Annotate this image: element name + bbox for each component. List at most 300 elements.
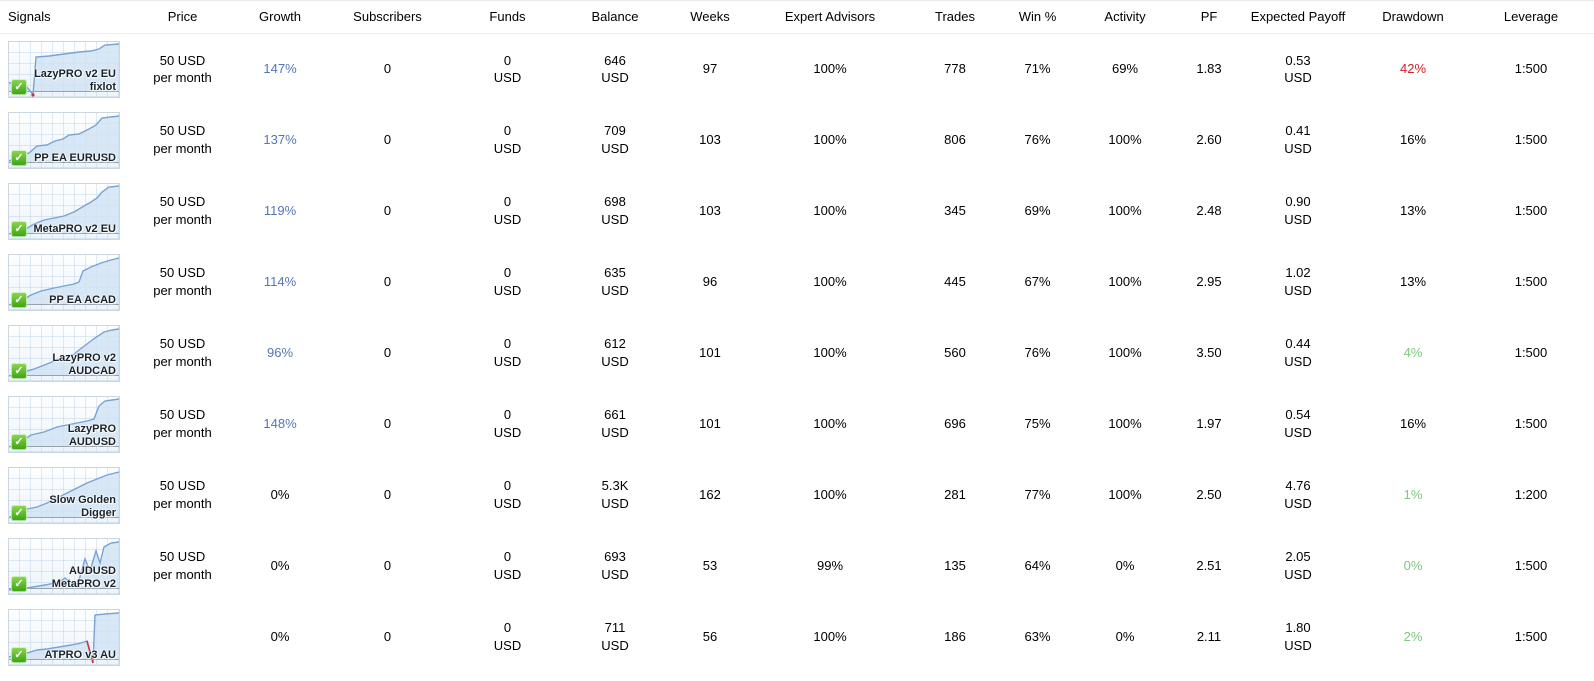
cell-price xyxy=(130,531,235,602)
expert-advisors-value: 100% xyxy=(813,61,847,77)
cell-leverage xyxy=(1468,176,1594,247)
pf-value: 1.83 xyxy=(1196,61,1222,77)
payoff-value: 0.90 xyxy=(1285,194,1311,210)
cell-pf xyxy=(1180,105,1238,176)
price-period: per month xyxy=(153,70,212,86)
pf-value: 2.60 xyxy=(1196,132,1222,148)
payoff-value: 0.54 xyxy=(1285,407,1311,423)
price-period: per month xyxy=(153,141,212,156)
header-price[interactable]: Price xyxy=(130,1,235,34)
cell-expert-advisors xyxy=(755,389,905,460)
drawdown-value: 1% xyxy=(1403,487,1423,503)
cell-leverage xyxy=(1468,247,1594,318)
price-amount: 50 USD xyxy=(159,336,206,352)
trades-value: 806 xyxy=(944,132,966,148)
cell-trades xyxy=(905,602,1005,673)
price-amount: 50 USD xyxy=(159,407,206,423)
leverage-value: 1:500 xyxy=(1514,132,1548,148)
cell-activity xyxy=(1070,105,1180,176)
signal-thumbnail[interactable] xyxy=(8,112,120,169)
funds-unit: USD xyxy=(493,425,522,440)
cell-signal[interactable] xyxy=(0,247,130,318)
expert-advisors-value: 100% xyxy=(813,203,847,219)
cell-drawdown xyxy=(1358,247,1468,318)
cell-trades xyxy=(905,176,1005,247)
table-row[interactable] xyxy=(0,247,1594,318)
win-percent-value: 76% xyxy=(1024,345,1051,361)
cell-activity xyxy=(1070,389,1180,460)
balance-unit: USD xyxy=(601,567,629,582)
balance-value: 693 xyxy=(604,549,626,565)
pf-value: 2.50 xyxy=(1196,487,1222,503)
cell-subscribers xyxy=(325,460,450,531)
payoff-unit: USD xyxy=(1284,283,1312,298)
table-row[interactable] xyxy=(0,531,1594,602)
verified-check-icon: ✓ xyxy=(11,434,27,450)
growth-value: 0% xyxy=(270,629,290,645)
header-balance[interactable]: Balance xyxy=(565,1,665,34)
signal-thumbnail[interactable] xyxy=(8,609,120,666)
signal-name: LazyPRO AUDUSD xyxy=(67,422,116,448)
signal-thumbnail[interactable] xyxy=(8,467,120,524)
table-row[interactable] xyxy=(0,34,1594,105)
pf-value: 2.95 xyxy=(1196,274,1222,290)
signal-name: AUDUSD MetaPRO v2 xyxy=(51,564,116,590)
cell-funds xyxy=(450,105,565,176)
funds-value: 0 xyxy=(503,620,512,636)
price-period: per month xyxy=(153,283,212,298)
header-signals[interactable]: Signals xyxy=(0,1,130,34)
cell-pf xyxy=(1180,531,1238,602)
cell-expected-payoff xyxy=(1238,247,1358,318)
cell-weeks xyxy=(665,176,755,247)
funds-value: 0 xyxy=(503,549,512,565)
cell-signal[interactable] xyxy=(0,105,130,176)
cell-drawdown xyxy=(1358,389,1468,460)
cell-signal[interactable] xyxy=(0,460,130,531)
cell-expected-payoff xyxy=(1238,602,1358,673)
cell-win xyxy=(1005,602,1070,673)
payoff-unit: USD xyxy=(1284,141,1312,156)
expert-advisors-value: 100% xyxy=(813,132,847,148)
cell-pf xyxy=(1180,318,1238,389)
cell-price xyxy=(130,176,235,247)
cell-balance xyxy=(565,105,665,176)
cell-weeks xyxy=(665,247,755,318)
table-row[interactable] xyxy=(0,602,1594,673)
cell-expected-payoff xyxy=(1238,389,1358,460)
cell-win xyxy=(1005,34,1070,105)
leverage-value: 1:500 xyxy=(1514,558,1548,574)
subscribers-value: 0 xyxy=(383,487,392,503)
cell-expected-payoff xyxy=(1238,531,1358,602)
cell-balance xyxy=(565,389,665,460)
expert-advisors-value: 100% xyxy=(813,629,847,645)
cell-funds xyxy=(450,389,565,460)
trades-value: 186 xyxy=(944,629,966,645)
cell-expert-advisors xyxy=(755,176,905,247)
balance-value: 661 xyxy=(604,407,626,423)
payoff-unit: USD xyxy=(1284,567,1312,582)
cell-balance xyxy=(565,318,665,389)
cell-pf xyxy=(1180,602,1238,673)
payoff-value: 1.80 xyxy=(1285,620,1311,636)
cell-subscribers xyxy=(325,105,450,176)
table-row[interactable] xyxy=(0,105,1594,176)
growth-value: 114% xyxy=(263,274,297,290)
cell-balance xyxy=(565,176,665,247)
activity-value: 100% xyxy=(1108,416,1142,432)
cell-win xyxy=(1005,247,1070,318)
funds-unit: USD xyxy=(493,567,522,582)
weeks-value: 103 xyxy=(699,132,721,148)
cell-funds xyxy=(450,247,565,318)
signal-thumbnail[interactable] xyxy=(8,183,120,240)
header-payoff[interactable]: Expected Payoff xyxy=(1238,1,1358,34)
subscribers-value: 0 xyxy=(383,61,392,77)
payoff-value: 0.41 xyxy=(1285,123,1311,139)
signal-name: ATPRO v3 AU xyxy=(44,648,116,661)
cell-activity xyxy=(1070,531,1180,602)
cell-trades xyxy=(905,460,1005,531)
weeks-value: 101 xyxy=(699,345,721,361)
cell-trades xyxy=(905,531,1005,602)
expert-advisors-value: 100% xyxy=(813,416,847,432)
funds-unit: USD xyxy=(493,638,522,653)
drawdown-value: 4% xyxy=(1403,345,1423,361)
price-amount: 50 USD xyxy=(159,52,206,68)
cell-leverage xyxy=(1468,531,1594,602)
payoff-unit: USD xyxy=(1284,496,1312,511)
header-growth[interactable]: Growth xyxy=(235,1,325,34)
cell-trades xyxy=(905,105,1005,176)
payoff-unit: USD xyxy=(1284,425,1312,440)
balance-unit: USD xyxy=(601,354,629,369)
table-row[interactable] xyxy=(0,389,1594,460)
funds-value: 0 xyxy=(503,123,512,139)
weeks-value: 103 xyxy=(699,203,721,219)
signal-thumbnail[interactable] xyxy=(8,396,120,453)
cell-drawdown xyxy=(1358,531,1468,602)
balance-unit: USD xyxy=(601,496,629,511)
payoff-unit: USD xyxy=(1284,212,1312,227)
cell-trades xyxy=(905,247,1005,318)
cell-funds xyxy=(450,460,565,531)
payoff-value: 4.76 xyxy=(1285,478,1311,494)
signal-thumbnail[interactable] xyxy=(8,254,120,311)
pf-value: 2.51 xyxy=(1196,558,1222,574)
cell-activity xyxy=(1070,602,1180,673)
cell-signal[interactable] xyxy=(0,602,130,673)
price-amount: 50 USD xyxy=(159,123,206,139)
leverage-value: 1:500 xyxy=(1514,629,1548,645)
verified-check-icon: ✓ xyxy=(11,363,27,379)
cell-pf xyxy=(1180,176,1238,247)
subscribers-value: 0 xyxy=(383,203,392,219)
cell-pf xyxy=(1180,389,1238,460)
cell-leverage xyxy=(1468,318,1594,389)
cell-balance xyxy=(565,247,665,318)
signal-name: LazyPRO v2 EU fixlot xyxy=(34,67,116,93)
cell-funds xyxy=(450,34,565,105)
cell-growth xyxy=(235,318,325,389)
signal-thumbnail[interactable] xyxy=(8,325,120,382)
weeks-value: 101 xyxy=(699,416,721,432)
drawdown-value: 16% xyxy=(1399,416,1427,432)
cell-growth xyxy=(235,34,325,105)
cell-subscribers xyxy=(325,34,450,105)
pf-value: 2.48 xyxy=(1196,203,1222,219)
price-amount: 50 USD xyxy=(159,194,206,210)
balance-unit: USD xyxy=(601,425,629,440)
funds-value: 0 xyxy=(503,194,512,210)
subscribers-value: 0 xyxy=(383,629,392,645)
cell-expert-advisors xyxy=(755,34,905,105)
activity-value: 100% xyxy=(1108,487,1142,503)
price-period: per month xyxy=(153,496,212,511)
win-percent-value: 63% xyxy=(1024,629,1051,645)
growth-value: 0% xyxy=(270,558,290,574)
cell-weeks xyxy=(665,318,755,389)
price-amount: 50 USD xyxy=(159,549,206,565)
cell-drawdown xyxy=(1358,602,1468,673)
win-percent-value: 76% xyxy=(1024,132,1051,148)
subscribers-value: 0 xyxy=(383,416,392,432)
win-percent-value: 71% xyxy=(1024,61,1051,77)
cell-signal[interactable] xyxy=(0,34,130,105)
funds-unit: USD xyxy=(493,212,522,227)
growth-value: 0% xyxy=(270,487,290,503)
signal-thumbnail[interactable] xyxy=(8,538,120,595)
leverage-value: 1:500 xyxy=(1514,345,1548,361)
cell-funds xyxy=(450,176,565,247)
cell-win xyxy=(1005,531,1070,602)
verified-check-icon: ✓ xyxy=(11,576,27,592)
cell-weeks xyxy=(665,34,755,105)
balance-value: 709 xyxy=(604,123,626,139)
weeks-value: 97 xyxy=(702,61,718,77)
growth-value: 96% xyxy=(266,345,294,361)
trades-value: 696 xyxy=(944,416,966,432)
cell-leverage xyxy=(1468,460,1594,531)
cell-drawdown xyxy=(1358,105,1468,176)
trades-value: 345 xyxy=(944,203,966,219)
activity-value: 69% xyxy=(1111,61,1139,77)
pf-value: 3.50 xyxy=(1196,345,1222,361)
cell-funds xyxy=(450,318,565,389)
balance-value: 711 xyxy=(604,620,626,636)
header-weeks[interactable]: Weeks xyxy=(665,1,755,34)
growth-value: 119% xyxy=(263,203,297,219)
cell-leverage xyxy=(1468,105,1594,176)
win-percent-value: 64% xyxy=(1024,558,1051,574)
cell-subscribers xyxy=(325,602,450,673)
signal-name: MetaPRO v2 EU xyxy=(33,222,116,235)
cell-activity xyxy=(1070,460,1180,531)
cell-weeks xyxy=(665,105,755,176)
payoff-value: 0.44 xyxy=(1285,336,1311,352)
cell-expert-advisors xyxy=(755,531,905,602)
weeks-value: 56 xyxy=(702,629,718,645)
header-expert[interactable]: Expert Advisors xyxy=(755,1,905,34)
cell-growth xyxy=(235,247,325,318)
drawdown-value: 2% xyxy=(1403,629,1423,645)
expert-advisors-value: 99% xyxy=(816,558,844,574)
cell-price xyxy=(130,602,235,673)
price-amount: 50 USD xyxy=(159,265,206,281)
cell-drawdown xyxy=(1358,176,1468,247)
cell-weeks xyxy=(665,460,755,531)
expert-advisors-value: 100% xyxy=(813,345,847,361)
signal-name: Slow Golden Digger xyxy=(49,493,116,519)
balance-unit: USD xyxy=(601,638,629,653)
cell-expert-advisors xyxy=(755,318,905,389)
payoff-value: 0.53 xyxy=(1285,52,1311,68)
signal-name: LazyPRO v2 AUDCAD xyxy=(52,351,116,377)
cell-expected-payoff xyxy=(1238,176,1358,247)
cell-trades xyxy=(905,318,1005,389)
growth-value: 147% xyxy=(263,61,297,77)
balance-value: 698 xyxy=(604,194,626,210)
leverage-value: 1:500 xyxy=(1514,274,1548,290)
cell-activity xyxy=(1070,176,1180,247)
cell-expert-advisors xyxy=(755,105,905,176)
win-percent-value: 75% xyxy=(1024,416,1051,432)
cell-weeks xyxy=(665,531,755,602)
cell-expected-payoff xyxy=(1238,460,1358,531)
table-row[interactable] xyxy=(0,318,1594,389)
price-period: per month xyxy=(153,212,212,227)
leverage-value: 1:500 xyxy=(1514,416,1548,432)
cell-activity xyxy=(1070,318,1180,389)
expert-advisors-value: 100% xyxy=(813,274,847,290)
balance-value: 612 xyxy=(604,336,626,352)
verified-check-icon: ✓ xyxy=(11,79,27,95)
pf-value: 2.11 xyxy=(1196,629,1222,645)
header-funds[interactable]: Funds xyxy=(450,1,565,34)
cell-pf xyxy=(1180,34,1238,105)
balance-value: 646 xyxy=(604,52,626,68)
cell-price xyxy=(130,318,235,389)
cell-win xyxy=(1005,176,1070,247)
cell-leverage xyxy=(1468,389,1594,460)
payoff-unit: USD xyxy=(1284,638,1312,653)
price-period: per month xyxy=(153,354,212,369)
cell-price xyxy=(130,460,235,531)
leverage-value: 1:500 xyxy=(1514,203,1548,219)
funds-unit: USD xyxy=(493,496,522,511)
funds-unit: USD xyxy=(493,70,522,86)
funds-value: 0 xyxy=(503,478,512,494)
cell-win xyxy=(1005,460,1070,531)
drawdown-value: 13% xyxy=(1399,274,1427,290)
cell-subscribers xyxy=(325,247,450,318)
cell-drawdown xyxy=(1358,318,1468,389)
cell-signal[interactable] xyxy=(0,389,130,460)
cell-signal[interactable] xyxy=(0,318,130,389)
cell-win xyxy=(1005,105,1070,176)
cell-expert-advisors xyxy=(755,460,905,531)
subscribers-value: 0 xyxy=(383,558,392,574)
header-win[interactable]: Win % xyxy=(1005,1,1070,34)
header-pf[interactable]: PF xyxy=(1180,1,1238,34)
header-leverage[interactable]: Leverage xyxy=(1468,1,1594,34)
cell-drawdown xyxy=(1358,34,1468,105)
cell-subscribers xyxy=(325,531,450,602)
table-header-row xyxy=(0,1,1594,34)
balance-unit: USD xyxy=(601,70,629,86)
cell-price xyxy=(130,247,235,318)
cell-leverage xyxy=(1468,602,1594,673)
funds-value: 0 xyxy=(503,265,512,281)
balance-unit: USD xyxy=(601,283,629,298)
pf-value: 1.97 xyxy=(1196,416,1222,432)
header-activity[interactable]: Activity xyxy=(1070,1,1180,34)
table-row[interactable] xyxy=(0,460,1594,531)
payoff-unit: USD xyxy=(1284,70,1312,86)
funds-value: 0 xyxy=(503,407,512,423)
table-body xyxy=(0,34,1594,673)
verified-check-icon: ✓ xyxy=(11,505,27,521)
trades-value: 135 xyxy=(944,558,966,574)
funds-unit: USD xyxy=(493,141,522,156)
price-period: per month xyxy=(153,425,212,440)
cell-growth xyxy=(235,105,325,176)
funds-value: 0 xyxy=(503,336,512,352)
header-subscribers[interactable]: Subscribers xyxy=(325,1,450,34)
cell-funds xyxy=(450,602,565,673)
trades-value: 778 xyxy=(944,61,966,77)
leverage-value: 1:200 xyxy=(1514,487,1548,503)
trades-value: 560 xyxy=(944,345,966,361)
drawdown-value: 16% xyxy=(1399,132,1427,148)
drawdown-value: 42% xyxy=(1399,61,1427,77)
cell-growth xyxy=(235,460,325,531)
cell-growth xyxy=(235,531,325,602)
balance-value: 635 xyxy=(604,265,626,281)
drawdown-value: 13% xyxy=(1399,203,1427,219)
signal-name: PP EA EURUSD xyxy=(34,151,116,164)
cell-subscribers xyxy=(325,176,450,247)
cell-growth xyxy=(235,389,325,460)
cell-win xyxy=(1005,318,1070,389)
cell-expert-advisors xyxy=(755,247,905,318)
cell-balance xyxy=(565,460,665,531)
expert-advisors-value: 100% xyxy=(813,487,847,503)
verified-check-icon: ✓ xyxy=(11,221,27,237)
trades-value: 281 xyxy=(944,487,966,503)
weeks-value: 53 xyxy=(702,558,718,574)
signal-thumbnail[interactable] xyxy=(8,41,120,98)
cell-price xyxy=(130,105,235,176)
table-row[interactable] xyxy=(0,176,1594,247)
header-trades[interactable]: Trades xyxy=(905,1,1005,34)
cell-signal[interactable] xyxy=(0,176,130,247)
header-drawdown[interactable]: Drawdown xyxy=(1358,1,1468,34)
activity-value: 100% xyxy=(1108,274,1142,290)
price-period: per month xyxy=(153,567,212,582)
cell-subscribers xyxy=(325,389,450,460)
cell-activity xyxy=(1070,34,1180,105)
payoff-unit: USD xyxy=(1284,354,1312,369)
cell-balance xyxy=(565,531,665,602)
cell-signal[interactable] xyxy=(0,531,130,602)
funds-value: 0 xyxy=(503,52,512,68)
cell-trades xyxy=(905,34,1005,105)
price-amount: 50 USD xyxy=(159,478,206,494)
activity-value: 100% xyxy=(1108,132,1142,148)
signal-name: PP EA ACAD xyxy=(49,293,116,306)
